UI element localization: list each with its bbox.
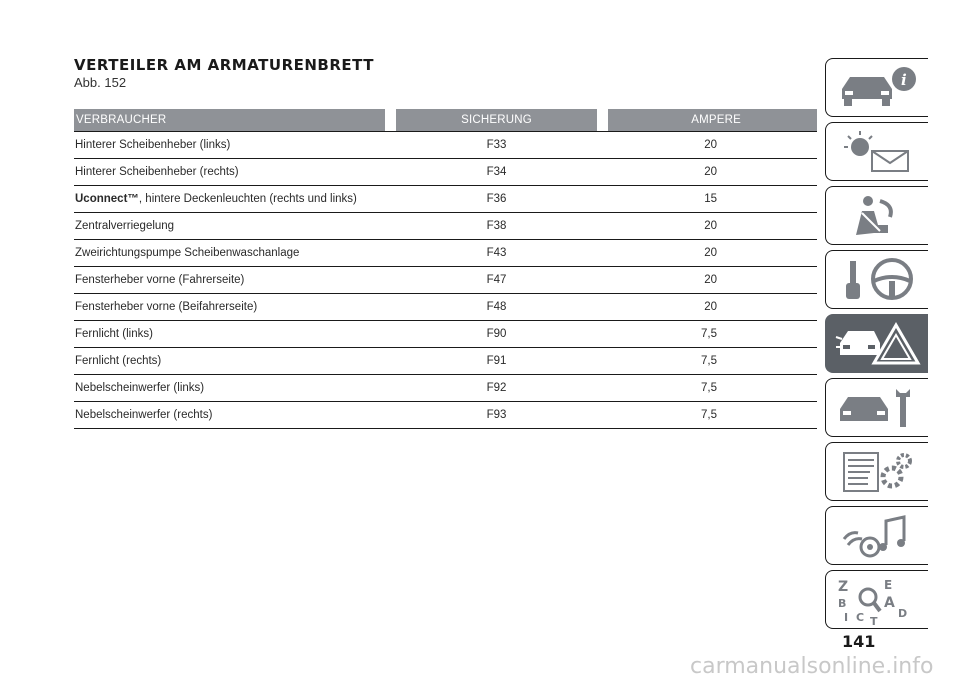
table-row: [74, 348, 817, 375]
car-maintenance-wrench-icon: [834, 383, 924, 433]
fuse-cell: F36: [396, 186, 597, 213]
airbag-seat-icon: [834, 191, 924, 241]
consumer-text: Fernlicht (links): [75, 328, 153, 340]
consumer-cell: [74, 159, 385, 186]
consumer-cell: [74, 267, 385, 294]
index-letter: T: [870, 615, 878, 625]
consumer-cell: [74, 321, 385, 348]
svg-text:i: i: [901, 71, 907, 89]
table-row: [74, 267, 817, 294]
column-header-consumer: VERBRAUCHER: [74, 109, 385, 132]
fuse-cell: F34: [396, 159, 597, 186]
fuse-cell: F43: [396, 240, 597, 267]
ampere-cell: 20: [608, 294, 817, 321]
consumer-cell: [74, 213, 385, 240]
index-letter: I: [844, 611, 849, 624]
ampere-cell: 20: [608, 240, 817, 267]
tab-maintenance[interactable]: [825, 378, 928, 437]
warning-lights-message-icon: [834, 127, 924, 177]
table-row: [74, 402, 817, 429]
index-letter: E: [884, 578, 893, 592]
index-letter: A: [884, 595, 895, 611]
index-letter: C: [856, 611, 865, 624]
fuse-cell: F93: [396, 402, 597, 429]
consumer-cell: [74, 294, 385, 321]
consumer-cell: [74, 240, 385, 267]
table-row: [74, 375, 817, 402]
consumer-text: Nebelscheinwerfer (rechts): [75, 409, 213, 421]
table-row: [74, 240, 817, 267]
consumer-cell: [74, 132, 385, 159]
key-steering-wheel-icon: [834, 255, 924, 305]
ampere-cell: 20: [608, 159, 817, 186]
figure-reference: Abb. 152: [74, 75, 127, 90]
car-info-icon: [834, 63, 924, 113]
fuse-cell: F90: [396, 321, 597, 348]
fuse-cell: F47: [396, 267, 597, 294]
watermark: carmanualsonline.info: [690, 654, 934, 679]
fuse-cell: F91: [396, 348, 597, 375]
index-letter: B: [838, 597, 847, 610]
car-breakdown-warning-icon: [834, 319, 924, 369]
table-row: [74, 213, 817, 240]
ampere-cell: 20: [608, 132, 817, 159]
fuse-cell: F33: [396, 132, 597, 159]
ampere-cell: 7,5: [608, 348, 817, 375]
multimedia-music-icon: [834, 511, 924, 561]
table-row: [74, 159, 817, 186]
table-row: [74, 186, 817, 213]
consumer-cell: [74, 348, 385, 375]
column-header-fuse: SICHERUNG: [396, 109, 597, 132]
ampere-cell: 7,5: [608, 321, 817, 348]
consumer-text: , hintere Deckenleuchten (rechts und links): [138, 193, 357, 205]
consumer-text: Zweirichtungspumpe Scheibenwaschanlage: [75, 247, 300, 259]
chapter-tabs: [825, 58, 928, 634]
page-number: 141: [842, 632, 876, 651]
table-row: [74, 132, 817, 159]
consumer-text: Zentralverriegelung: [75, 220, 175, 232]
consumer-text: Hinterer Scheibenheber (links): [75, 139, 231, 151]
consumer-text: Nebelscheinwerfer (links): [75, 382, 205, 394]
ampere-cell: 20: [608, 213, 817, 240]
table-row: [74, 294, 817, 321]
table-header-row: [74, 109, 817, 132]
fuse-cell: F48: [396, 294, 597, 321]
column-header-ampere: AMPERE: [608, 109, 817, 132]
tab-car-info[interactable]: [825, 58, 928, 117]
consumer-cell: [74, 375, 385, 402]
tab-warning-lights[interactable]: [825, 122, 928, 181]
technical-data-gear-icon: [834, 447, 924, 497]
ampere-cell: 20: [608, 267, 817, 294]
alphabetical-index-icon: [834, 575, 924, 625]
ampere-cell: 15: [608, 186, 817, 213]
tab-technical-data[interactable]: [825, 442, 928, 501]
consumer-bold-text: Uconnect™: [75, 193, 139, 205]
tab-index[interactable]: [825, 570, 928, 629]
consumer-text: Hinterer Scheibenheber (rechts): [75, 166, 239, 178]
tab-multimedia[interactable]: [825, 506, 928, 565]
table-row: [74, 321, 817, 348]
consumer-text: Fensterheber vorne (Fahrerseite): [75, 274, 245, 286]
ampere-cell: 7,5: [608, 402, 817, 429]
fuse-cell: F92: [396, 375, 597, 402]
tab-emergency[interactable]: [825, 314, 928, 373]
tab-safety[interactable]: [825, 186, 928, 245]
consumer-cell: [74, 186, 385, 213]
ampere-cell: 7,5: [608, 375, 817, 402]
tab-starting-driving[interactable]: [825, 250, 928, 309]
index-letter: D: [898, 607, 908, 620]
consumer-cell: [74, 402, 385, 429]
consumer-text: Fensterheber vorne (Beifahrerseite): [75, 301, 258, 313]
fuse-table: [74, 109, 817, 429]
page-title: VERTEILER AM ARMATURENBRETT: [74, 56, 374, 74]
index-letter: Z: [838, 579, 849, 595]
fuse-cell: F38: [396, 213, 597, 240]
consumer-text: Fernlicht (rechts): [75, 355, 162, 367]
